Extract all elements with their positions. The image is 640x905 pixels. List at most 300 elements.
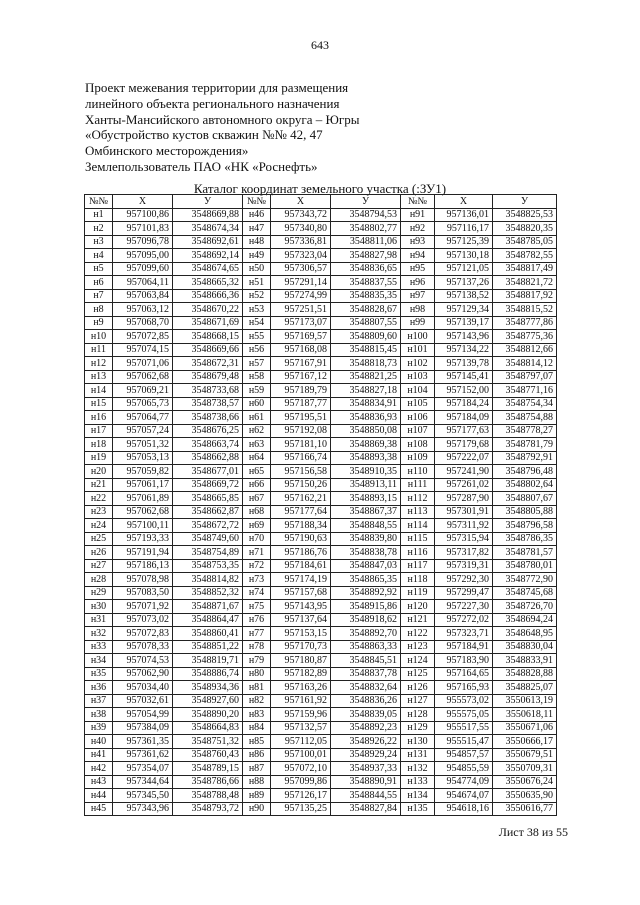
y-coordinate-cell: 3548694,24 (493, 613, 557, 627)
table-row (85, 343, 557, 357)
y-coordinate-cell: 3548934,36 (173, 681, 243, 695)
y-coordinate-cell: 3548692,61 (173, 235, 243, 249)
x-coordinate-cell: 957100,86 (113, 208, 173, 222)
y-coordinate-cell: 3548836,26 (331, 694, 401, 708)
x-coordinate-cell: 957137,64 (271, 613, 331, 627)
x-coordinate-cell: 957287,90 (435, 492, 493, 506)
table-row (85, 627, 557, 641)
table-row (85, 654, 557, 668)
x-coordinate-cell: 957063,84 (113, 289, 173, 303)
y-coordinate-cell: 3548815,52 (493, 303, 557, 317)
point-id-cell: н80 (243, 667, 271, 681)
x-coordinate-cell: 957177,63 (435, 424, 493, 438)
y-coordinate-cell: 3548837,78 (331, 667, 401, 681)
y-coordinate-cell: 3548812,66 (493, 343, 557, 357)
table-row (85, 600, 557, 614)
y-coordinate-cell: 3548807,55 (331, 316, 401, 330)
point-id-cell: н14 (85, 384, 113, 398)
y-coordinate-cell: 3548669,88 (173, 208, 243, 222)
x-coordinate-cell: 957143,96 (435, 330, 493, 344)
y-coordinate-cell: 3548827,84 (331, 802, 401, 816)
y-coordinate-cell: 3548835,35 (331, 289, 401, 303)
point-id-cell: н30 (85, 600, 113, 614)
y-coordinate-cell: 3548753,35 (173, 559, 243, 573)
point-id-cell: н97 (401, 289, 435, 303)
point-id-cell: н109 (401, 451, 435, 465)
x-coordinate-cell: 957193,33 (113, 532, 173, 546)
x-coordinate-cell: 957384,09 (113, 721, 173, 735)
x-coordinate-cell: 957164,65 (435, 667, 493, 681)
y-coordinate-cell: 3548852,32 (173, 586, 243, 600)
point-id-cell: н133 (401, 775, 435, 789)
table-row (85, 316, 557, 330)
x-coordinate-cell: 957078,98 (113, 573, 173, 587)
column-header-y: У (331, 195, 401, 209)
point-id-cell: н74 (243, 586, 271, 600)
x-coordinate-cell: 957182,89 (271, 667, 331, 681)
point-id-cell: н86 (243, 748, 271, 762)
point-id-cell: н122 (401, 627, 435, 641)
point-id-cell: н38 (85, 708, 113, 722)
column-header-x: X (435, 195, 493, 209)
page-number: 643 (311, 38, 329, 52)
point-id-cell: н54 (243, 316, 271, 330)
point-id-cell: н10 (85, 330, 113, 344)
point-id-cell: н7 (85, 289, 113, 303)
table-row (85, 235, 557, 249)
point-id-cell: н39 (85, 721, 113, 735)
point-id-cell: н92 (401, 222, 435, 236)
x-coordinate-cell: 957095,00 (113, 249, 173, 263)
table-row (85, 775, 557, 789)
y-coordinate-cell: 3550635,90 (493, 789, 557, 803)
point-id-cell: н67 (243, 492, 271, 506)
x-coordinate-cell: 957096,78 (113, 235, 173, 249)
point-id-cell: н48 (243, 235, 271, 249)
y-coordinate-cell: 3548781,79 (493, 438, 557, 452)
x-coordinate-cell: 957192,08 (271, 424, 331, 438)
y-coordinate-cell: 3548825,07 (493, 681, 557, 695)
y-coordinate-cell: 3548781,57 (493, 546, 557, 560)
table-row (85, 370, 557, 384)
x-coordinate-cell: 957126,17 (271, 789, 331, 803)
x-coordinate-cell: 957112,05 (271, 735, 331, 749)
table-row (85, 694, 557, 708)
y-coordinate-cell: 3548839,05 (331, 708, 401, 722)
y-coordinate-cell: 3548890,91 (331, 775, 401, 789)
y-coordinate-cell: 3548828,67 (331, 303, 401, 317)
x-coordinate-cell: 957165,93 (435, 681, 493, 695)
y-coordinate-cell: 3548837,55 (331, 276, 401, 290)
column-header-point: №№ (401, 195, 435, 209)
table-row (85, 519, 557, 533)
point-id-cell: н65 (243, 465, 271, 479)
point-id-cell: н135 (401, 802, 435, 816)
y-coordinate-cell: 3548847,03 (331, 559, 401, 573)
point-id-cell: н62 (243, 424, 271, 438)
point-id-cell: н35 (85, 667, 113, 681)
x-coordinate-cell: 957354,07 (113, 762, 173, 776)
y-coordinate-cell: 3548754,89 (173, 546, 243, 560)
x-coordinate-cell: 954857,57 (435, 748, 493, 762)
x-coordinate-cell: 957180,87 (271, 654, 331, 668)
y-coordinate-cell: 3548674,65 (173, 262, 243, 276)
y-coordinate-cell: 3548802,64 (493, 478, 557, 492)
y-coordinate-cell: 3548738,66 (173, 411, 243, 425)
x-coordinate-cell: 954855,59 (435, 762, 493, 776)
y-coordinate-cell: 3548892,23 (331, 721, 401, 735)
point-id-cell: н13 (85, 370, 113, 384)
table-row (85, 262, 557, 276)
y-coordinate-cell: 3548819,71 (173, 654, 243, 668)
x-coordinate-cell: 957061,89 (113, 492, 173, 506)
x-coordinate-cell: 954618,16 (435, 802, 493, 816)
point-id-cell: н17 (85, 424, 113, 438)
y-coordinate-cell: 3548782,55 (493, 249, 557, 263)
point-id-cell: н123 (401, 640, 435, 654)
y-coordinate-cell: 3548666,36 (173, 289, 243, 303)
point-id-cell: н2 (85, 222, 113, 236)
y-coordinate-cell: 3548869,38 (331, 438, 401, 452)
table-row (85, 586, 557, 600)
x-coordinate-cell: 957343,72 (271, 208, 331, 222)
point-id-cell: н42 (85, 762, 113, 776)
point-id-cell: н12 (85, 357, 113, 371)
x-coordinate-cell: 957163,26 (271, 681, 331, 695)
y-coordinate-cell: 3548918,62 (331, 613, 401, 627)
y-coordinate-cell: 3548827,18 (331, 384, 401, 398)
y-coordinate-cell: 3548937,33 (331, 762, 401, 776)
x-coordinate-cell: 957072,85 (113, 330, 173, 344)
x-coordinate-cell: 957161,92 (271, 694, 331, 708)
x-coordinate-cell: 957183,90 (435, 654, 493, 668)
point-id-cell: н73 (243, 573, 271, 587)
header-line: Землепользователь ПАО «НК «Роснефть» (85, 158, 318, 174)
point-id-cell: н55 (243, 330, 271, 344)
point-id-cell: н90 (243, 802, 271, 816)
point-id-cell: н116 (401, 546, 435, 560)
y-coordinate-cell: 3548771,16 (493, 384, 557, 398)
point-id-cell: н22 (85, 492, 113, 506)
point-id-cell: н19 (85, 451, 113, 465)
header-line: «Обустройство кустов скважин №№ 42, 47 (85, 127, 323, 143)
point-id-cell: н25 (85, 532, 113, 546)
table-row (85, 222, 557, 236)
y-coordinate-cell: 3548679,48 (173, 370, 243, 384)
y-coordinate-cell: 3548775,36 (493, 330, 557, 344)
x-coordinate-cell: 957134,22 (435, 343, 493, 357)
y-coordinate-cell: 3548648,95 (493, 627, 557, 641)
x-coordinate-cell: 957072,83 (113, 627, 173, 641)
x-coordinate-cell: 957311,92 (435, 519, 493, 533)
y-coordinate-cell: 3548828,88 (493, 667, 557, 681)
x-coordinate-cell: 957299,47 (435, 586, 493, 600)
point-id-cell: н117 (401, 559, 435, 573)
point-id-cell: н105 (401, 397, 435, 411)
x-coordinate-cell: 957150,26 (271, 478, 331, 492)
y-coordinate-cell: 3548794,53 (331, 208, 401, 222)
point-id-cell: н66 (243, 478, 271, 492)
x-coordinate-cell: 957062,68 (113, 505, 173, 519)
x-coordinate-cell: 957184,91 (435, 640, 493, 654)
x-coordinate-cell: 957179,68 (435, 438, 493, 452)
x-coordinate-cell: 957174,19 (271, 573, 331, 587)
y-coordinate-cell: 3548851,22 (173, 640, 243, 654)
x-coordinate-cell: 957064,77 (113, 411, 173, 425)
point-id-cell: н58 (243, 370, 271, 384)
y-coordinate-cell: 3548668,15 (173, 330, 243, 344)
point-id-cell: н27 (85, 559, 113, 573)
x-coordinate-cell: 957301,91 (435, 505, 493, 519)
x-coordinate-cell: 957099,86 (271, 775, 331, 789)
x-coordinate-cell: 957184,61 (271, 559, 331, 573)
x-coordinate-cell: 957167,12 (271, 370, 331, 384)
x-coordinate-cell: 957317,82 (435, 546, 493, 560)
x-coordinate-cell: 957241,90 (435, 465, 493, 479)
table-row (85, 438, 557, 452)
x-coordinate-cell: 957156,58 (271, 465, 331, 479)
y-coordinate-cell: 3548672,31 (173, 357, 243, 371)
coordinates-table (84, 194, 557, 816)
x-coordinate-cell: 957306,57 (271, 262, 331, 276)
point-id-cell: н127 (401, 694, 435, 708)
x-coordinate-cell: 957121,05 (435, 262, 493, 276)
table-row (85, 289, 557, 303)
y-coordinate-cell: 3548844,55 (331, 789, 401, 803)
y-coordinate-cell: 3548674,34 (173, 222, 243, 236)
y-coordinate-cell: 3548662,88 (173, 451, 243, 465)
y-coordinate-cell: 3548786,66 (173, 775, 243, 789)
table-row (85, 667, 557, 681)
y-coordinate-cell: 3548670,22 (173, 303, 243, 317)
y-coordinate-cell: 3548817,49 (493, 262, 557, 276)
x-coordinate-cell: 957291,14 (271, 276, 331, 290)
y-coordinate-cell: 3548913,11 (331, 478, 401, 492)
table-row (85, 249, 557, 263)
point-id-cell: н78 (243, 640, 271, 654)
y-coordinate-cell: 3548836,93 (331, 411, 401, 425)
point-id-cell: н70 (243, 532, 271, 546)
table-row (85, 330, 557, 344)
table-row (85, 424, 557, 438)
x-coordinate-cell: 957132,57 (271, 721, 331, 735)
point-id-cell: н4 (85, 249, 113, 263)
y-coordinate-cell: 3548821,72 (493, 276, 557, 290)
x-coordinate-cell: 957167,91 (271, 357, 331, 371)
point-id-cell: н1 (85, 208, 113, 222)
point-id-cell: н91 (401, 208, 435, 222)
point-id-cell: н18 (85, 438, 113, 452)
point-id-cell: н68 (243, 505, 271, 519)
point-id-cell: н26 (85, 546, 113, 560)
y-coordinate-cell: 3548777,86 (493, 316, 557, 330)
point-id-cell: н77 (243, 627, 271, 641)
point-id-cell: н45 (85, 802, 113, 816)
header-line: Проект межевания территории для размещения (85, 80, 349, 95)
point-id-cell: н106 (401, 411, 435, 425)
point-id-cell: н87 (243, 762, 271, 776)
x-coordinate-cell: 957068,70 (113, 316, 173, 330)
point-id-cell: н15 (85, 397, 113, 411)
point-id-cell: н11 (85, 343, 113, 357)
x-coordinate-cell: 957062,68 (113, 370, 173, 384)
y-coordinate-cell: 3548778,27 (493, 424, 557, 438)
x-coordinate-cell: 957177,64 (271, 505, 331, 519)
point-id-cell: н23 (85, 505, 113, 519)
y-coordinate-cell: 3548926,22 (331, 735, 401, 749)
point-id-cell: н44 (85, 789, 113, 803)
x-coordinate-cell: 955573,02 (435, 694, 493, 708)
y-coordinate-cell: 3548817,92 (493, 289, 557, 303)
table-row (85, 208, 557, 222)
point-id-cell: н59 (243, 384, 271, 398)
x-coordinate-cell: 957188,34 (271, 519, 331, 533)
y-coordinate-cell: 3548751,32 (173, 735, 243, 749)
y-coordinate-cell: 3548797,07 (493, 370, 557, 384)
column-header-y: У (173, 195, 243, 209)
point-id-cell: н51 (243, 276, 271, 290)
x-coordinate-cell: 957153,15 (271, 627, 331, 641)
point-id-cell: н112 (401, 492, 435, 506)
column-header-x: X (271, 195, 331, 209)
point-id-cell: н9 (85, 316, 113, 330)
y-coordinate-cell: 3548671,69 (173, 316, 243, 330)
y-coordinate-cell: 3548848,55 (331, 519, 401, 533)
x-coordinate-cell: 957125,39 (435, 235, 493, 249)
x-coordinate-cell: 957274,99 (271, 289, 331, 303)
y-coordinate-cell: 3548892,92 (331, 586, 401, 600)
point-id-cell: н96 (401, 276, 435, 290)
point-id-cell: н83 (243, 708, 271, 722)
x-coordinate-cell: 957074,15 (113, 343, 173, 357)
x-coordinate-cell: 957343,96 (113, 802, 173, 816)
table-row (85, 505, 557, 519)
x-coordinate-cell: 957074,53 (113, 654, 173, 668)
y-coordinate-cell: 3548910,35 (331, 465, 401, 479)
y-coordinate-cell: 3548664,83 (173, 721, 243, 735)
x-coordinate-cell: 957136,01 (435, 208, 493, 222)
y-coordinate-cell: 3548893,15 (331, 492, 401, 506)
x-coordinate-cell: 957159,96 (271, 708, 331, 722)
point-id-cell: н61 (243, 411, 271, 425)
x-coordinate-cell: 957361,62 (113, 748, 173, 762)
column-header-point: №№ (243, 195, 271, 209)
point-id-cell: н53 (243, 303, 271, 317)
x-coordinate-cell: 955517,55 (435, 721, 493, 735)
point-id-cell: н40 (85, 735, 113, 749)
x-coordinate-cell: 957057,24 (113, 424, 173, 438)
y-coordinate-cell: 3548789,15 (173, 762, 243, 776)
point-id-cell: н24 (85, 519, 113, 533)
point-id-cell: н107 (401, 424, 435, 438)
point-id-cell: н29 (85, 586, 113, 600)
y-coordinate-cell: 3548786,35 (493, 532, 557, 546)
y-coordinate-cell: 3548892,70 (331, 627, 401, 641)
y-coordinate-cell: 3548838,78 (331, 546, 401, 560)
x-coordinate-cell: 957190,63 (271, 532, 331, 546)
point-id-cell: н57 (243, 357, 271, 371)
x-coordinate-cell: 955515,47 (435, 735, 493, 749)
y-coordinate-cell: 3548665,85 (173, 492, 243, 506)
y-coordinate-cell: 3548845,51 (331, 654, 401, 668)
y-coordinate-cell: 3548788,48 (173, 789, 243, 803)
point-id-cell: н128 (401, 708, 435, 722)
x-coordinate-cell: 957139,78 (435, 357, 493, 371)
y-coordinate-cell: 3548832,64 (331, 681, 401, 695)
y-coordinate-cell: 3548669,72 (173, 478, 243, 492)
y-coordinate-cell: 3548863,33 (331, 640, 401, 654)
point-id-cell: н81 (243, 681, 271, 695)
point-id-cell: н99 (401, 316, 435, 330)
point-id-cell: н110 (401, 465, 435, 479)
x-coordinate-cell: 957292,30 (435, 573, 493, 587)
x-coordinate-cell: 957152,00 (435, 384, 493, 398)
x-coordinate-cell: 957336,81 (271, 235, 331, 249)
point-id-cell: н100 (401, 330, 435, 344)
point-id-cell: н37 (85, 694, 113, 708)
x-coordinate-cell: 957137,26 (435, 276, 493, 290)
point-id-cell: н114 (401, 519, 435, 533)
x-coordinate-cell: 957083,50 (113, 586, 173, 600)
x-coordinate-cell: 954774,09 (435, 775, 493, 789)
x-coordinate-cell: 957071,92 (113, 600, 173, 614)
point-id-cell: н130 (401, 735, 435, 749)
x-coordinate-cell: 957272,02 (435, 613, 493, 627)
header-line: линейного объекта регионального назначения (85, 95, 340, 111)
x-coordinate-cell: 955575,05 (435, 708, 493, 722)
point-id-cell: н119 (401, 586, 435, 600)
y-coordinate-cell: 3548796,48 (493, 465, 557, 479)
point-id-cell: н56 (243, 343, 271, 357)
point-id-cell: н43 (85, 775, 113, 789)
x-coordinate-cell: 957195,51 (271, 411, 331, 425)
point-id-cell: н125 (401, 667, 435, 681)
x-coordinate-cell: 957034,40 (113, 681, 173, 695)
x-coordinate-cell: 957053,13 (113, 451, 173, 465)
x-coordinate-cell: 957222,07 (435, 451, 493, 465)
table-row (85, 708, 557, 722)
point-id-cell: н85 (243, 735, 271, 749)
y-coordinate-cell: 3550679,51 (493, 748, 557, 762)
y-coordinate-cell: 3548749,60 (173, 532, 243, 546)
x-coordinate-cell: 957319,31 (435, 559, 493, 573)
x-coordinate-cell: 957054,99 (113, 708, 173, 722)
y-coordinate-cell: 3548821,25 (331, 370, 401, 384)
x-coordinate-cell: 957061,17 (113, 478, 173, 492)
point-id-cell: н72 (243, 559, 271, 573)
point-id-cell: н121 (401, 613, 435, 627)
y-coordinate-cell: 3550616,77 (493, 802, 557, 816)
x-coordinate-cell: 957145,41 (435, 370, 493, 384)
y-coordinate-cell: 3548672,72 (173, 519, 243, 533)
y-coordinate-cell: 3548839,80 (331, 532, 401, 546)
y-coordinate-cell: 3548820,35 (493, 222, 557, 236)
y-coordinate-cell: 3548772,90 (493, 573, 557, 587)
point-id-cell: н31 (85, 613, 113, 627)
x-coordinate-cell: 957184,09 (435, 411, 493, 425)
point-id-cell: н33 (85, 640, 113, 654)
x-coordinate-cell: 957138,52 (435, 289, 493, 303)
x-coordinate-cell: 957169,57 (271, 330, 331, 344)
y-coordinate-cell: 3548825,53 (493, 208, 557, 222)
x-coordinate-cell: 957143,95 (271, 600, 331, 614)
catalog-title: Каталог координат земельного участка (:ЗУ1) (193, 181, 447, 196)
point-id-cell: н52 (243, 289, 271, 303)
table-row (85, 789, 557, 803)
y-coordinate-cell: 3550618,11 (493, 708, 557, 722)
point-id-cell: н103 (401, 370, 435, 384)
point-id-cell: н88 (243, 775, 271, 789)
